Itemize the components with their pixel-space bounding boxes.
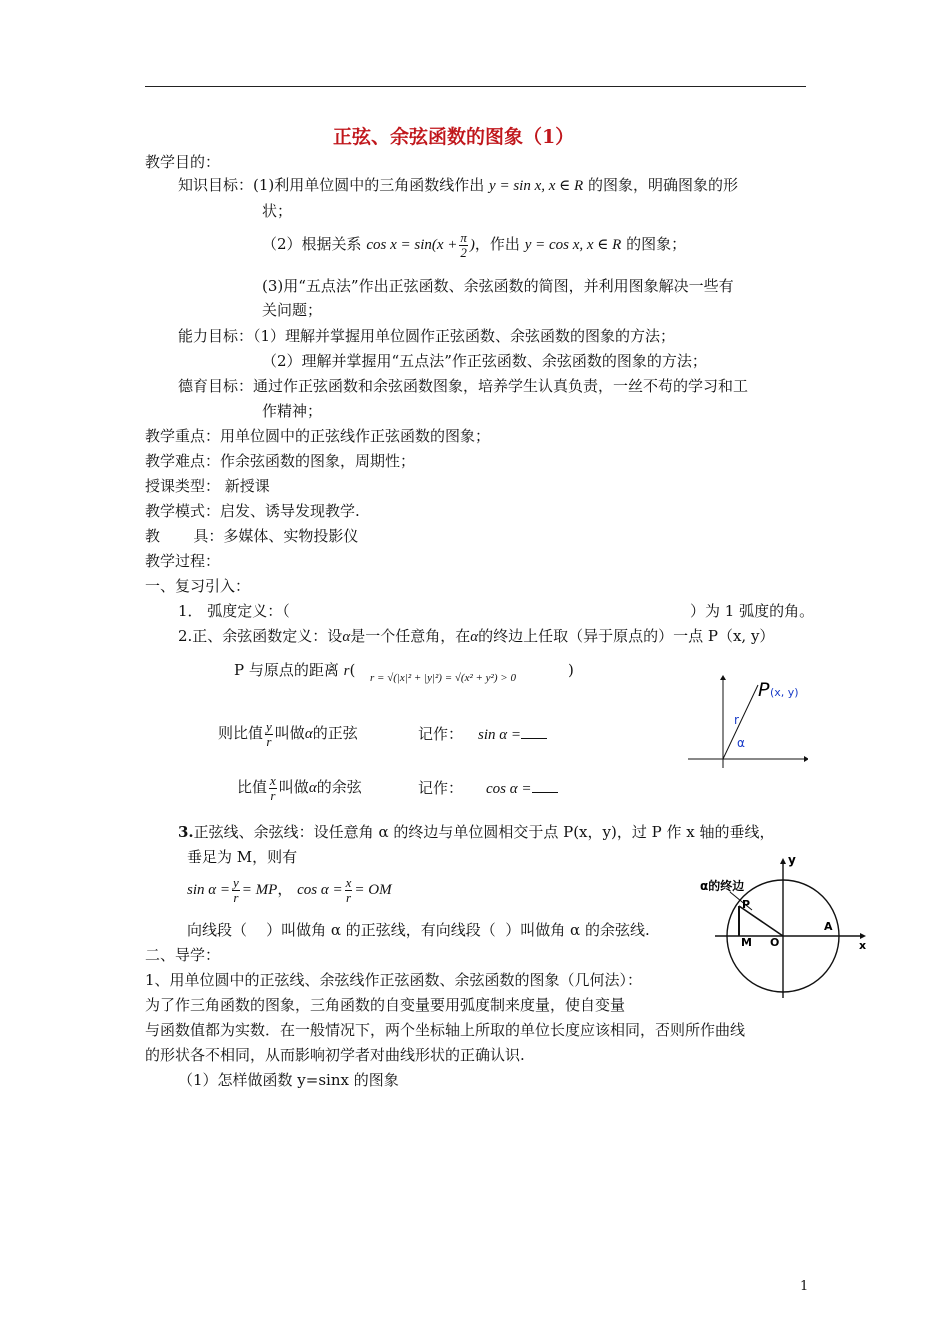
knowledge-objective-line2 [262,231,686,259]
k1-text-a: (1)利用单位圆中的三角函数线作出 [253,176,485,194]
key-point: 教学重点：用单位圆中的正弦线作正弦函数的图象； [145,427,491,445]
fig2-y-arrow [780,858,786,864]
l3-text-b: 垂足为 M，则有 [187,848,298,866]
ratio1-fraction [265,720,273,748]
fig1-r-label: r [734,713,739,727]
knowledge-label: 知识目标： [178,176,254,194]
teaching-mode: 教学模式：启发、诱导发现教学. [145,502,360,520]
fig2-x-label: x [859,939,867,952]
cos-eq-a: cos α = [297,882,343,899]
guide-line4: 的形状各不相同，从而影响初学者对曲线形状的正确认识. [145,1046,525,1064]
guide-line3: 与函数值都为实数．在一般情况下，两个坐标轴上所取的单位长度应该相同，否则所作曲线 [145,1021,746,1039]
k2-formula-a: cos x = sin(x + [366,237,458,254]
moral-objective-line1 [178,376,748,396]
lesson-type-label: 授课类型： [145,477,221,495]
ratio1-num: y [266,719,272,734]
fig1-point-label: P [758,679,770,701]
ratio1-text-c: 的正弦 [312,724,358,743]
lesson-type-value: 新授课 [224,477,270,495]
dist-text: P 与原点的距离 [234,661,339,679]
r2-text-a: 2.正、余弦函数定义：设 [178,627,343,645]
unit-circle-figure [700,850,870,998]
k2-text-b: ，作出 [474,235,520,254]
ratio2-text-c: 的余弦 [316,778,362,797]
m1-text: 通过作正弦函数和余弦函数图象，培养学生认真负责，一丝不苟的学习和工 [253,377,749,395]
cos-eq-b: = OM [354,882,392,899]
sin-cos-equations: sin α = $\frac{y}{r}$ = MP， cos α = $\frac{x}{r}$ = OM [187,875,392,905]
record-label-2: 记作： [418,779,464,797]
page-number: 1 [800,1279,809,1294]
r2-text-b: 是一个任意角，在 [350,627,471,645]
cosine-ratio-line [237,774,362,802]
cos-eq-fraction [345,876,353,904]
fig1-point-coords: (x, y) [770,686,799,699]
moral-label: 德育目标： [178,377,254,395]
ratio1-text-b: 叫做 [274,724,305,743]
guide-line1: 1、用单位圆中的正弦线、余弦线作正弦函数、余弦函数的图象（几何法）： [145,971,643,989]
k1-formula: y = sin x, x ∈ R [489,178,584,194]
difficulty: 教学难点：作余弦函数的图象，周期性； [145,452,416,470]
terminal-side-figure [688,672,808,772]
ability-label: 能力目标： [178,327,254,345]
page-title: 正弦、余弦函数的图象（1） [333,126,575,148]
k3-text-a: (3)用“五点法”作出正弦函数、余弦函数的简图，并利用图象解决一些有 [262,277,734,295]
cos-record [486,778,558,799]
r2-alpha: α [342,629,351,645]
sin-eq-a: sin α = [187,882,231,899]
review-heading: 一、复习引入： [145,577,251,595]
knowledge-objective-line1 [178,175,738,196]
r2-alpha-2: α [470,629,479,645]
a1-text: （1）理解并掌握用单位圆作正弦函数、余弦函数的图象的方法； [253,327,676,345]
trig-definition [178,626,774,647]
fig2-terminal-label: α的终边 [700,879,745,893]
ratio2-den: r [270,787,276,803]
teaching-process: 教学过程： [145,552,221,570]
fig1-y-arrow [720,675,726,680]
l3-number: 3. [178,823,194,841]
ratio1-alpha: α [304,726,313,743]
directed-segments [187,920,650,940]
l3-text-a: 正弦线、余弦线：设任意角 α 的终边与单位圆相交于点 P(x，y)，过 P 作 x 轴的垂线， [193,823,775,841]
sin-record [478,724,547,745]
distance-close-paren: ) [568,661,574,679]
sin-blank[interactable] [521,724,547,739]
tools-text: 教 具：多媒体、实物投影仪 [145,527,359,545]
cos-formula: cos α = [486,781,532,797]
lesson-type [145,476,270,496]
k2-fraction [459,231,468,259]
ratio1-den: r [266,733,272,749]
r2-text-c: 的终边上任取（异于原点的）一点 P（x, y） [478,627,775,645]
ability-objective-line1 [178,326,675,346]
fig2-o-label: O [770,936,780,949]
distance-line: P 与原点的距离 r( [234,661,356,679]
radian-definition-a: 1． 弧度定义：（ [178,602,290,620]
k2-text-c: 的图象； [626,235,687,254]
k1-text-b: 的图象，明确图象的形 [587,176,738,194]
ratio2-alpha: α [308,780,317,797]
ratio2-text-a: 比值 [237,778,268,797]
ratio2-fraction [269,774,277,802]
sin-eq-fraction [232,876,240,904]
dist-r: r [343,663,350,679]
fig2-p-label: P [742,898,751,911]
cos-blank[interactable] [532,778,558,793]
guide-heading: 二、导学： [145,946,221,964]
guide-line5: （1）怎样做函数 y=sinx 的图象 [178,1071,399,1089]
k1-text-c: 状； [262,202,293,220]
l3-text-c: 向线段（ ）叫做角 α 的正弦线，有向线段（ ）叫做角 α 的余弦线. [187,921,650,939]
k2-formula-b: ) [469,237,475,254]
record-label-1: 记作： [418,725,464,743]
sin-formula: sin α = [478,727,522,743]
a2-text: （2）理解并掌握用“五点法”作正弦函数、余弦函数的图象的方法； [262,352,707,370]
m2-text: 作精神； [262,402,323,420]
fig1-alpha-label: α [737,736,745,750]
k2-frac-den: 2 [460,244,467,260]
guide-line2: 为了作三角函数的图象，三角函数的自变量要用弧度制来度量，使自变量 [145,996,626,1014]
fig2-a-label: A [824,920,833,933]
distance-formula: r = √(|x|² + |y|²) = √(x² + y²) > 0 [370,672,516,684]
ratio2-text-b: 叫做 [278,778,309,797]
sin-eq-den: r [233,889,239,905]
k3-text-b: 关问题； [262,301,323,319]
cos-eq-den: r [345,889,352,905]
fig1-x-arrow [804,756,808,762]
fig2-m-label: M [741,936,752,949]
lines-definition [178,822,774,842]
objectives-heading: 教学目的： [145,153,221,171]
teaching-tools [145,526,358,546]
sine-ratio-line [218,720,358,748]
k2-text-a: （2）根据关系 [262,235,362,254]
sin-eq-num: y [233,875,239,890]
sin-eq-b: = MP [241,882,278,899]
k2-formula-c: y = cos x, x ∈ R [524,237,622,254]
ratio1-text-a: 则比值 [218,724,264,743]
cos-eq-num: x [345,875,352,890]
radian-definition-b: ）为 1 弧度的角。 [690,602,815,620]
ratio2-num: x [270,773,276,788]
fig2-y-label: y [788,853,796,867]
k2-frac-num: π [460,230,467,245]
header-rule [145,86,806,87]
